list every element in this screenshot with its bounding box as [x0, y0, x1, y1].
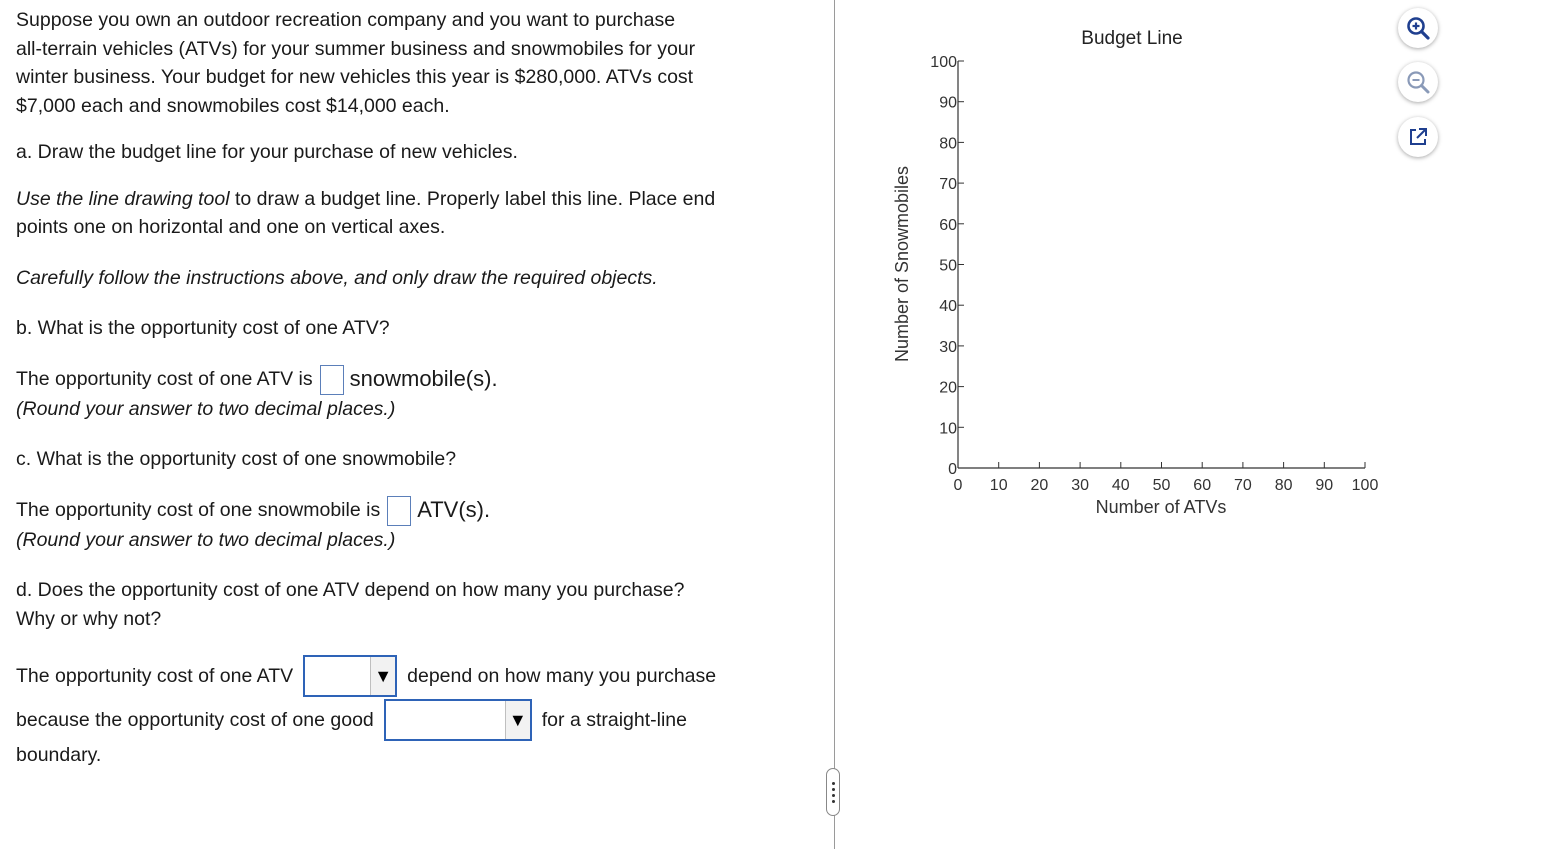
- instruction-line-2: points one on horizontal and one on vertical axes.: [16, 216, 446, 238]
- d-answer1-suffix: depend on how many you purchase: [407, 664, 717, 687]
- part-b-prompt: b. What is the opportunity cost of one ATV?: [16, 317, 390, 339]
- zoom-out-icon: [1405, 69, 1431, 95]
- y-tick-label: 50: [939, 257, 957, 275]
- part-a-prompt: a. Draw the budget line for your purchase of new vehicles.: [16, 141, 518, 163]
- b-answer-prefix: The opportunity cost of one ATV is: [16, 368, 313, 391]
- intro-line-text: all-terrain vehicles (ATVs) for your summer business and snowmobiles for your: [16, 37, 696, 60]
- intro-line: Suppose you own an outdoor recreation company and you want to purchase: [16, 9, 676, 31]
- dropdown-arrow-icon[interactable]: ▼: [370, 657, 395, 695]
- y-tick-label: 0: [948, 461, 957, 478]
- part-c-prompt: c. What is the opportunity cost of one snowmobile?: [16, 448, 457, 470]
- d-answer2-prefix: because the opportunity cost of one good: [16, 708, 374, 731]
- d-answer2-suffix: for a straight-line: [541, 708, 687, 731]
- x-tick-label: 90: [1315, 477, 1334, 494]
- y-tick-label: 30: [939, 338, 957, 356]
- y-tick-label: 80: [939, 135, 957, 153]
- instruction-line: [16, 185, 830, 214]
- x-tick-label: 10: [989, 477, 1008, 494]
- budget-line-graph[interactable]: [836, 0, 1436, 540]
- y-ticks: [930, 54, 964, 478]
- y-tick-label: 60: [939, 216, 957, 234]
- intro-line: [16, 35, 830, 64]
- y-tick-label: 100: [930, 54, 957, 71]
- part-d-answer-line1: [16, 655, 830, 697]
- part-d-prompt-line2: Why or why not?: [16, 607, 162, 630]
- cost-dropdown[interactable]: [384, 699, 532, 741]
- x-tick-label: 50: [1152, 477, 1171, 494]
- c-answer-suffix: ATV(s).: [417, 497, 491, 523]
- zoom-in-button[interactable]: [1398, 8, 1438, 48]
- dropdown-arrow-icon[interactable]: ▼: [505, 701, 530, 739]
- round-note: (Round your answer to two decimal places.): [16, 397, 396, 420]
- panel-divider: [834, 0, 835, 849]
- y-tick-label: 10: [939, 420, 957, 438]
- x-axis-label: Number of ATVs: [1095, 497, 1227, 517]
- x-tick-label: 0: [953, 477, 963, 494]
- intro-line: $7,000 each and snowmobiles cost $14,000 each.: [16, 94, 450, 117]
- c-answer-input[interactable]: [387, 496, 411, 526]
- intro-line: winter business. Your budget for new vehicles this year is $280,000. ATVs cost: [16, 66, 694, 88]
- c-answer-prefix: The opportunity cost of one snowmobile is: [16, 499, 381, 522]
- y-tick-label: 70: [939, 176, 957, 194]
- y-tick-label: 40: [939, 298, 957, 316]
- careful-note: Carefully follow the instructions above, and only draw the required objects.: [16, 266, 658, 289]
- instruction-rest: to draw a budget line. Properly label this line. Place end: [229, 187, 716, 210]
- y-tick-label: 90: [939, 94, 957, 112]
- x-tick-label: 30: [1071, 477, 1089, 494]
- y-tick-label: 20: [939, 379, 957, 397]
- x-tick-label: 70: [1234, 477, 1252, 494]
- popout-button[interactable]: [1398, 117, 1438, 157]
- part-b-answer-line: [16, 365, 830, 395]
- x-tick-label: 80: [1274, 477, 1293, 494]
- zoom-out-button[interactable]: [1398, 62, 1438, 102]
- part-d-answer-line2: [16, 699, 830, 741]
- part-c-answer-line: [16, 496, 830, 526]
- external-link-icon: [1406, 125, 1430, 149]
- y-axis-label: Number of Snowmobiles: [892, 165, 912, 363]
- x-ticks: [954, 462, 1379, 494]
- zoom-in-icon: [1405, 15, 1431, 41]
- b-answer-input[interactable]: [320, 365, 344, 395]
- x-tick-label: 100: [1351, 477, 1379, 494]
- part-d-answer-line3: boundary.: [16, 744, 102, 766]
- x-tick-label: 20: [1030, 477, 1049, 494]
- panel-resize-handle[interactable]: [826, 768, 840, 816]
- x-tick-label: 60: [1193, 477, 1212, 494]
- d-answer1-prefix: The opportunity cost of one ATV: [16, 664, 294, 687]
- instruction-italic: Use the line drawing tool: [16, 187, 230, 210]
- x-tick-label: 40: [1111, 477, 1130, 494]
- chart-title: Budget Line: [1081, 28, 1183, 49]
- part-d-prompt-line1: d. Does the opportunity cost of one ATV depend on how many you purchase?: [16, 579, 685, 601]
- b-answer-suffix: snowmobile(s).: [349, 366, 498, 392]
- depend-dropdown[interactable]: [303, 655, 397, 697]
- round-note: (Round your answer to two decimal places.): [16, 528, 396, 551]
